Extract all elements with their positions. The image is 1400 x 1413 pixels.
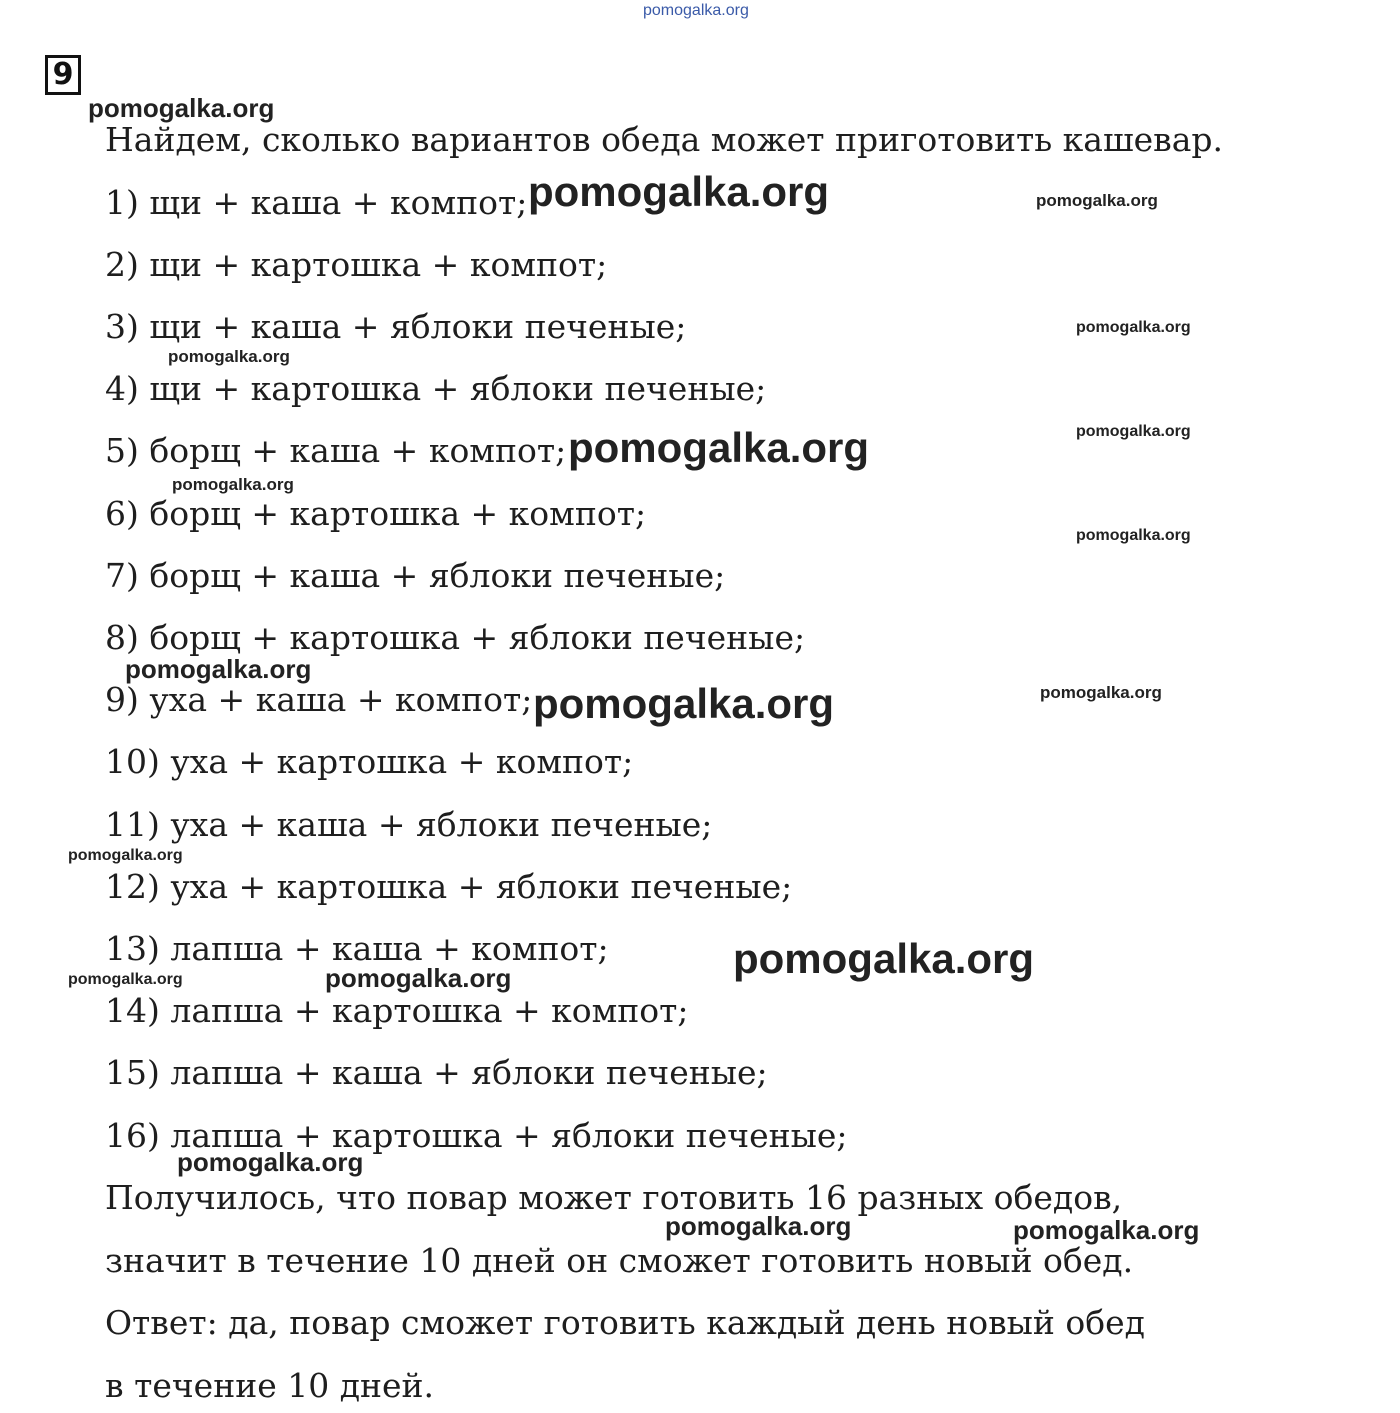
answer-line-2: в течение 10 дней. <box>105 1366 435 1405</box>
watermark: pomogalka.org <box>325 963 512 993</box>
watermark: pomogalka.org <box>125 654 312 684</box>
watermark: pomogalka.org <box>665 1211 852 1241</box>
watermark: pomogalka.org <box>1040 683 1162 702</box>
variant-line-11: 11) уха + каша + яблоки печеные; <box>105 805 713 844</box>
variant-line-8: 8) борщ + картошка + яблоки печеные; <box>105 618 806 657</box>
conclusion-line-2: значит в течение 10 дней он сможет готовить новый обед. <box>105 1241 1134 1280</box>
variant-line-13: 13) лапша + каша + компот; <box>105 929 609 968</box>
variant-line-12: 12) уха + картошка + яблоки печеные; <box>105 867 793 906</box>
variant-line-7: 7) борщ + каша + яблоки печеные; <box>105 556 726 595</box>
watermark: pomogalka.org <box>1036 191 1158 210</box>
watermark: pomogalka.org <box>168 347 290 366</box>
watermark: pomogalka.org <box>88 93 275 123</box>
variant-line-15: 15) лапша + каша + яблоки печеные; <box>105 1053 768 1092</box>
variant-line-2: 2) щи + картошка + компот; <box>105 245 608 284</box>
variant-line-5: 5) борщ + каша + компот; <box>105 431 567 470</box>
watermark: pomogalka.org <box>528 168 830 215</box>
variant-line-6: 6) борщ + картошка + компот; <box>105 494 647 533</box>
task-number: 9 <box>45 55 81 95</box>
variant-line-1: 1) щи + каша + компот; <box>105 183 528 222</box>
variant-line-10: 10) уха + картошка + компот; <box>105 742 634 781</box>
watermark: pomogalka.org <box>1013 1215 1200 1245</box>
watermark: pomogalka.org <box>533 680 835 727</box>
watermark: pomogalka.org <box>568 424 870 471</box>
variant-line-4: 4) щи + картошка + яблоки печеные; <box>105 369 767 408</box>
watermark: pomogalka.org <box>733 935 1035 982</box>
variant-line-3: 3) щи + каша + яблоки печеные; <box>105 307 687 346</box>
variant-line-14: 14) лапша + картошка + компот; <box>105 991 689 1030</box>
answer-line-1: Ответ: да, повар сможет готовить каждый день новый обед <box>105 1303 1145 1342</box>
watermark: pomogalka.org <box>68 847 183 864</box>
watermark: pomogalka.org <box>1076 423 1191 440</box>
variant-line-9: 9) уха + каша + компот; <box>105 680 533 719</box>
variant-line-16: 16) лапша + картошка + яблоки печеные; <box>105 1116 848 1155</box>
watermark-top: pomogalka.org <box>643 2 749 19</box>
conclusion-line-1: Получилось, что повар может готовить 16 разных обедов, <box>105 1178 1123 1217</box>
watermark: pomogalka.org <box>1076 527 1191 544</box>
watermark: pomogalka.org <box>177 1147 364 1177</box>
watermark: pomogalka.org <box>172 475 294 494</box>
watermark: pomogalka.org <box>1076 319 1191 336</box>
watermark: pomogalka.org <box>68 971 183 988</box>
intro-line: Найдем, сколько вариантов обеда может приготовить кашевар. <box>105 120 1224 159</box>
